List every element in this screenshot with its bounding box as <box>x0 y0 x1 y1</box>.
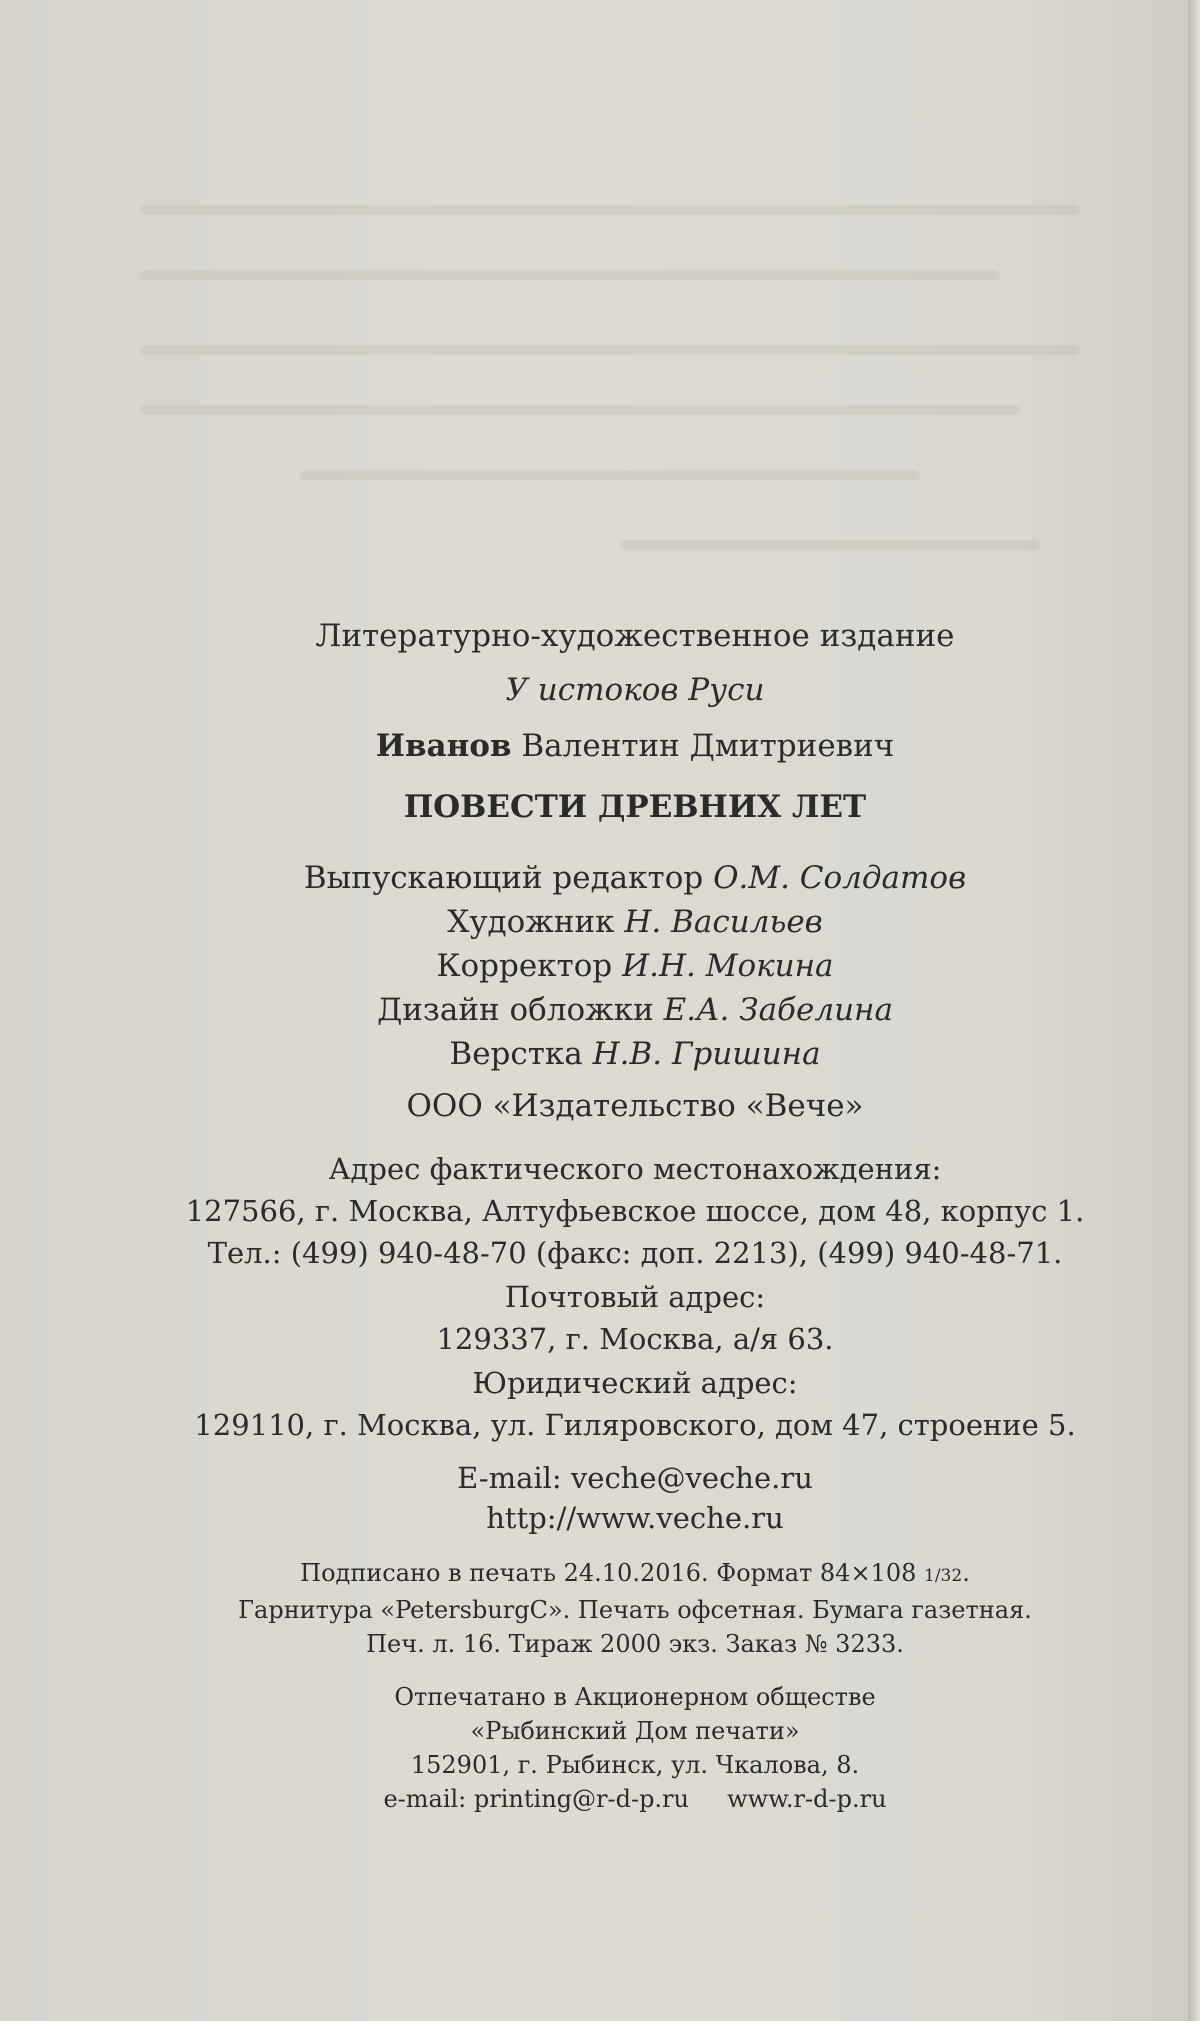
credit-layout <box>150 1032 1120 1076</box>
credit-person: О.М. Солдатов <box>713 860 967 896</box>
page-edge <box>1188 0 1200 2021</box>
phone-line: Тел.: (499) 940-48-70 (факс: доп. 2213), (499) 940-48-71. <box>207 1236 1063 1270</box>
bleed-through-text <box>140 405 1020 415</box>
actual-address-block <box>150 1148 1120 1274</box>
credit-role: Корректор <box>436 948 613 984</box>
bleed-through-text <box>300 470 920 480</box>
author-block <box>150 728 1120 764</box>
printer-line-2: «Рыбинский Дом печати» <box>470 1717 800 1745</box>
publisher-block <box>150 1088 1120 1124</box>
signed-end: . <box>962 1559 970 1587</box>
credit-artist <box>150 900 1120 944</box>
credit-person: Н.В. Гришина <box>592 1036 821 1072</box>
bleed-through-text <box>620 540 1040 550</box>
edition-block <box>150 618 1120 654</box>
author-surname: Иванов <box>375 728 512 764</box>
title-block <box>150 789 1120 825</box>
credit-person: И.Н. Мокина <box>622 948 834 984</box>
credit-editor <box>150 856 1120 900</box>
format-fraction: 1/32 <box>924 1566 963 1586</box>
signed-text: Подписано в печать 24.10.2016. Формат 84×108 <box>300 1559 924 1587</box>
printer-website: www.r-d-p.ru <box>727 1785 887 1813</box>
printer-block <box>150 1680 1120 1816</box>
publisher-name: ООО «Издательство «Вече» <box>406 1088 864 1124</box>
postal-address-label: Почтовый адрес: <box>504 1280 766 1314</box>
author-name: Валентин Дмитриевич <box>521 728 895 764</box>
actual-address-label: Адрес фактического местонахождения: <box>328 1152 942 1186</box>
postal-address-block <box>150 1276 1120 1360</box>
edition-type: Литературно-художественное издание <box>315 618 955 654</box>
legal-address-label: Юридический адрес: <box>472 1366 798 1400</box>
printer-line-1: Отпечатано в Акционерном обществе <box>394 1683 876 1711</box>
postal-address-line: 129337, г. Москва, а/я 63. <box>436 1322 834 1356</box>
imprint-block <box>150 1556 1120 1661</box>
legal-address-line: 129110, г. Москва, ул. Гиляровского, дом 47, строение 5. <box>194 1408 1076 1442</box>
credit-person: Н. Васильев <box>624 904 823 940</box>
bleed-through-text <box>140 270 1000 280</box>
series-title: У истоков Руси <box>505 672 765 708</box>
series-block <box>150 672 1120 708</box>
credit-role: Художник <box>447 904 615 940</box>
bleed-through-text <box>140 205 1080 215</box>
publisher-website: http://www.veche.ru <box>486 1501 784 1535</box>
bleed-through-text <box>140 345 1080 355</box>
credit-person: Е.А. Забелина <box>663 992 893 1028</box>
printer-address: 152901, г. Рыбинск, ул. Чкалова, 8. <box>410 1751 860 1779</box>
author-line <box>150 728 1120 764</box>
book-title: ПОВЕСТИ ДРЕВНИХ ЛЕТ <box>403 789 867 825</box>
credit-proofreader <box>150 944 1120 988</box>
legal-address-block <box>150 1362 1120 1446</box>
actual-address-line: 127566, г. Москва, Алтуфьевское шоссе, дом 48, корпус 1. <box>185 1194 1085 1228</box>
printer-email: e-mail: printing@r-d-p.ru <box>383 1785 689 1813</box>
publisher-email: E-mail: veche@veche.ru <box>457 1461 813 1495</box>
credit-role: Выпускающий редактор <box>303 860 704 896</box>
contacts-block <box>150 1458 1120 1538</box>
signed-to-print <box>150 1556 1120 1593</box>
credits-block <box>150 856 1120 1076</box>
sheets-line: Печ. л. 16. Тираж 2000 экз. Заказ № 3233. <box>366 1630 904 1658</box>
printer-contacts <box>150 1782 1120 1816</box>
credit-role: Верстка <box>449 1036 583 1072</box>
credit-cover-design <box>150 988 1120 1032</box>
credit-role: Дизайн обложки <box>377 992 654 1028</box>
typeface-line: Гарнитура «PetersburgC». Печать офсетная. Бумага газетная. <box>238 1596 1032 1624</box>
